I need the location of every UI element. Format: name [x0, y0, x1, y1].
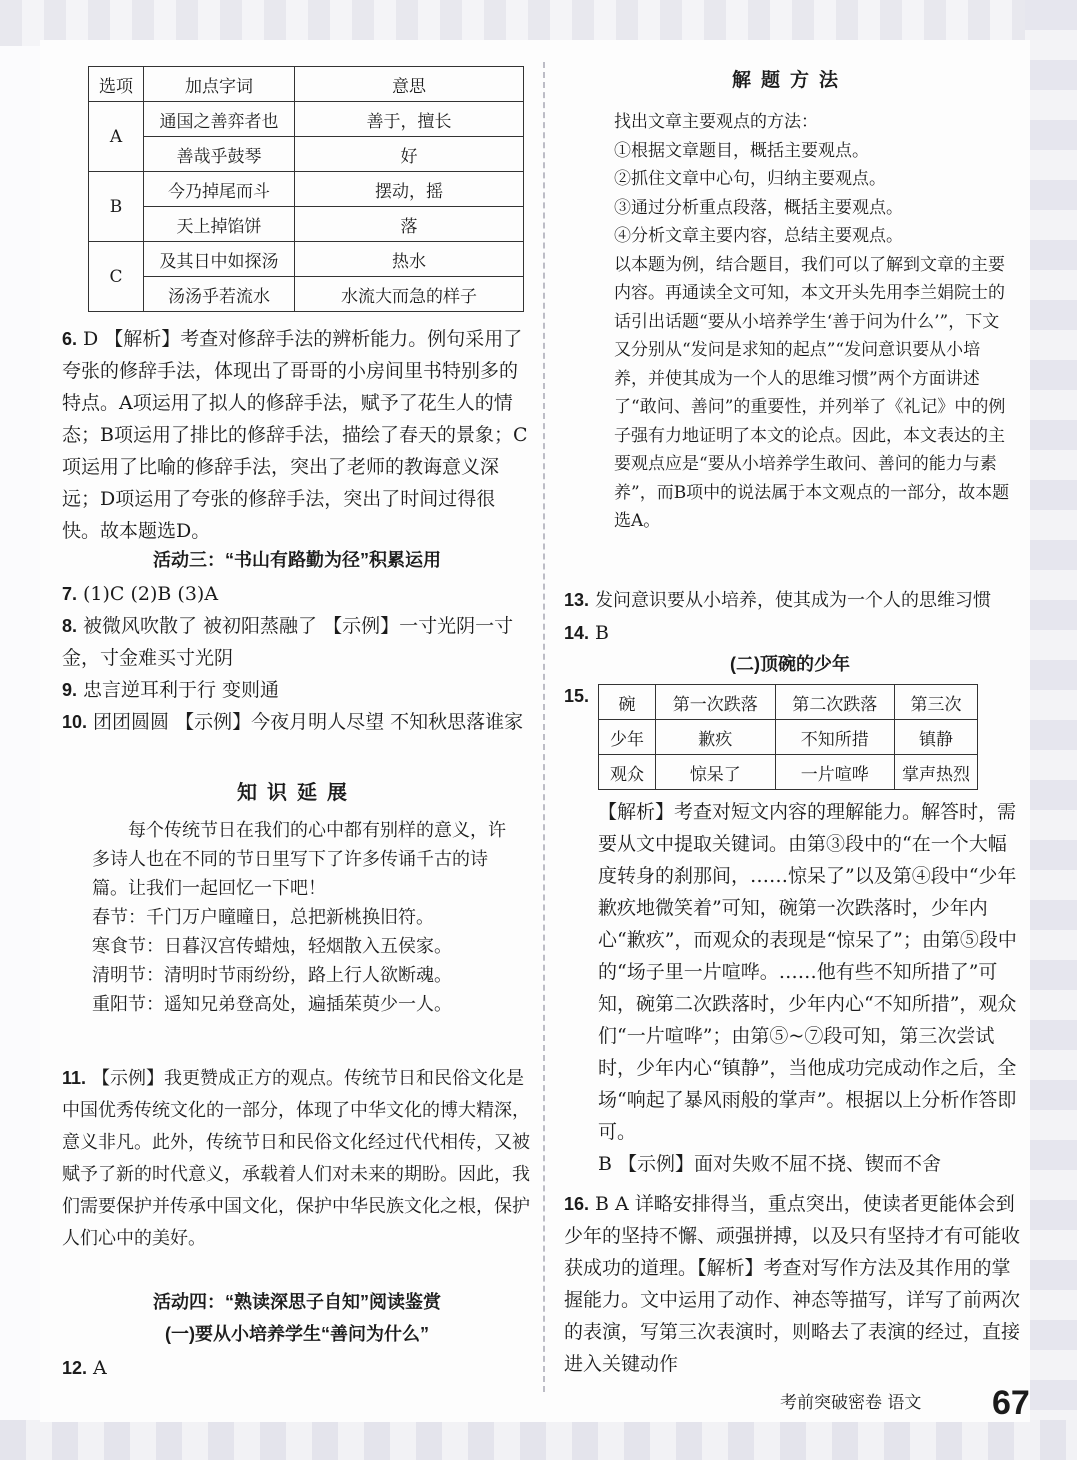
q12-text: A — [93, 1357, 107, 1379]
table-row — [89, 242, 524, 277]
q7-q10-block — [62, 578, 532, 738]
method-line: 找出文章主要观点的方法： — [614, 112, 818, 132]
table-row — [89, 102, 524, 137]
method-title: 解题方法 — [731, 69, 848, 91]
q8-text: 被微风吹散了 被初阳蒸融了 【示例】一寸光阴一寸金，寸金难买寸光阴 — [62, 615, 514, 669]
table-cell: 镇静 — [895, 720, 978, 755]
word-cell: 通国之善弈者也 — [144, 102, 295, 137]
table-row — [89, 207, 524, 242]
table-header: 第三次 — [895, 685, 978, 720]
footer-text: 考前突破密卷 语文 — [780, 1393, 922, 1413]
word-cell: 汤汤乎若流水 — [144, 277, 295, 312]
q7-text: (1)C (2)B (3)A — [83, 583, 219, 605]
word-cell: 及其日中如探汤 — [144, 242, 295, 277]
table-row — [89, 172, 524, 207]
table-header: 意思 — [295, 67, 524, 102]
table-cell: 一片喧哗 — [775, 755, 895, 790]
q15-part-b: B 【示例】面对失败不屈不挠、锲而不舍 — [598, 1153, 942, 1175]
bowl-reaction-table — [598, 684, 978, 790]
meaning-cell: 摆动，摇 — [295, 172, 524, 207]
q13-text: 发问意识要从小培养，使其成为一个人的思维习惯 — [595, 590, 992, 611]
table-row — [89, 277, 524, 312]
table-header: 第二次跌落 — [775, 685, 895, 720]
meaning-cell: 善于，擅长 — [295, 102, 524, 137]
extension-box — [92, 816, 522, 1019]
question-number: 15. — [564, 686, 590, 706]
q13-answer — [564, 584, 1026, 617]
table-row — [89, 137, 524, 172]
q6-block — [62, 323, 532, 547]
method-box — [614, 108, 1010, 536]
q6-answer — [62, 323, 532, 547]
method-line: ②抓住文章中心句，归纳主要观点。 — [614, 169, 886, 189]
word-cell: 善哉乎鼓琴 — [144, 137, 295, 172]
festival-line: 寒食节：日暮汉宫传蜡烛，轻烟散入五侯家。 — [92, 936, 452, 957]
table-row — [599, 720, 978, 755]
option-cell: B — [89, 172, 144, 242]
question-number: 8. — [62, 616, 78, 636]
q10-answer — [62, 706, 532, 738]
q16-block — [564, 1188, 1024, 1380]
q15-analysis: 【解析】考查对短文内容的理解能力。解答时，需要从文中提取关键词。由第③段中的“在一个大幅度转身的刹那间，……惊呆了”以及第④段中“少年歉疚地微笑着”可知，碗第一次跌落时，少年内心“歉疚”，而观众的表现是“惊呆了”；由第⑤段中的“场子里一片喧哗。……他有些不知所措了”可知，碗第二次跌落时，少年内心“不知所措”，观众们“一片喧哗”；由第⑤~⑦段可知，第三次尝试时，少年内心“镇静”，当他成功完成动作之后，全场“响起了暴风雨般的掌声”。根据以上分析作答即可。 — [598, 801, 1017, 1143]
q8-answer — [62, 610, 532, 674]
method-line: ①根据文章题目，概括主要观点。 — [614, 140, 869, 161]
festival-line: 重阳节：遥知兄弟登高处，遍插茱萸少一人。 — [92, 994, 452, 1015]
question-number: 12. — [62, 1358, 88, 1378]
reading1-heading: (一)要从小培养学生“善问为什么” — [165, 1324, 429, 1344]
table-header: 碗 — [599, 685, 656, 720]
method-line: ④分析文章主要内容，总结主要观点。 — [614, 226, 903, 246]
word-cell: 今乃掉尾而斗 — [144, 172, 295, 207]
table-header-row — [599, 685, 978, 720]
question-number: 16. — [564, 1194, 590, 1214]
question-number: 9. — [62, 680, 78, 700]
row-label-cell: 少年 — [599, 720, 656, 755]
column-divider — [543, 62, 545, 1392]
q14-text: B — [595, 622, 609, 644]
q12-answer — [62, 1352, 107, 1384]
page-number: 67 — [992, 1384, 1030, 1422]
word-cell: 天上掉馅饼 — [144, 207, 295, 242]
meaning-cell: 水流大而急的样子 — [295, 277, 524, 312]
q11-text: 【示例】我更赞成正方的观点。传统节日和民俗文化是中国优秀传统文化的一部分，体现了中华文化的博大精深，意义非凡。此外，传统节日和民俗文化经过代代相传，又被赋予了新的时代意义，承载着人们对未来的期盼。因此，我们需要保护并传承中国文化，保护中华民族文化之根，保护人们心中的美好。 — [62, 1068, 530, 1249]
extension-title: 知识延展 — [237, 780, 357, 804]
meaning-cell: 好 — [295, 137, 524, 172]
method-paragraph: 以本题为例，结合题目，我们可以了解到文章的主要内容。再通读全文可知，本文开头先用李兰娟院士的话引出话题“要从小培养学生‘善于问为什么’”，下文又分别从“发问是求知的起点”“发问意识要从小培养，并使其成为一个人的思维习惯”两个方面讲述了“敢问、善问”的重要性，并列举了《礼记》中的例子强有力地证明了本文的论点。因此，本文表达的主要观点应是“要从小培养学生敢问、善问的能力与素养”，而B项中的说法属于本文观点的一部分，故本题选A。 — [614, 254, 1010, 531]
q15-analysis-block — [598, 796, 1022, 1180]
table-cell: 不知所措 — [775, 720, 895, 755]
page-bottom-edge — [0, 1420, 1077, 1460]
q9-text: 忠言逆耳利于行 变则通 — [83, 679, 280, 701]
question-number: 11. — [62, 1068, 87, 1088]
meaning-cell: 落 — [295, 207, 524, 242]
q13-q14-block — [564, 584, 1026, 649]
meaning-cell: 热水 — [295, 242, 524, 277]
q14-answer — [564, 617, 1026, 649]
activity3-heading: 活动三：“书山有路勤为径”积累运用 — [153, 550, 441, 570]
reading2-heading: (二)顶碗的少年 — [730, 654, 850, 674]
q6-text: D 【解析】考查对修辞手法的辨析能力。例句采用了夸张的修辞手法，体现出了哥哥的小房间里书特别多的特点。A项运用了拟人的修辞手法，赋予了花生人的情态；B项运用了排比的修辞手法，描绘了春天的景象；C项运用了比喻的修辞手法，突出了老师的教诲意义深远；D项运用了夸张的修辞手法，突出了时间过得很快。故本题选D。 — [62, 328, 528, 542]
q10-text: 团团圆圆 【示例】今夜月明人尽望 不知秋思落谁家 — [93, 711, 524, 733]
q11-answer — [62, 1062, 532, 1255]
table-header: 加点字词 — [144, 67, 295, 102]
table-cell: 歉疚 — [656, 720, 776, 755]
festival-line: 清明节：清明时节雨纷纷，路上行人欲断魂。 — [92, 965, 452, 986]
table-row — [599, 755, 978, 790]
table-cell: 掌声热烈 — [895, 755, 978, 790]
word-meaning-table — [88, 66, 524, 312]
q16-answer — [564, 1188, 1024, 1380]
question-number: 14. — [564, 623, 590, 643]
extension-intro: 每个传统节日在我们的心中都有别样的意义，许多诗人也在不同的节日里写下了许多传诵千古的诗篇。让我们一起回忆一下吧！ — [92, 820, 506, 899]
question-number: 7. — [62, 584, 78, 604]
table-cell: 惊呆了 — [656, 755, 776, 790]
festival-line: 春节：千门万户曈曈日，总把新桃换旧符。 — [92, 907, 434, 928]
table-header: 第一次跌落 — [656, 685, 776, 720]
activity4-heading: 活动四：“熟读深思子自知”阅读鉴赏 — [153, 1292, 441, 1312]
question-number: 13. — [564, 590, 590, 610]
q7-answer — [62, 578, 532, 610]
question-number: 6. — [62, 329, 78, 349]
row-label-cell: 观众 — [599, 755, 656, 790]
q16-text: B A 详略安排得当，重点突出，使读者更能体会到少年的坚持不懈、顽强拼搏，以及只有坚持才有可能收获成功的道理。【解析】考查对写作方法及其作用的掌握能力。文中运用了动作、神态等描写，详写了前两次的表演，写第三次表演时，则略去了表演的经过，直接进入关键动作 — [564, 1193, 1021, 1375]
table-header-row — [89, 67, 524, 102]
option-cell: A — [89, 102, 144, 172]
answer-sheet — [40, 40, 1030, 1422]
table-header: 选项 — [89, 67, 144, 102]
method-line: ③通过分析重点段落，概括主要观点。 — [614, 197, 903, 218]
option-cell: C — [89, 242, 144, 312]
page-right-edge — [1025, 0, 1077, 1460]
q11-block — [62, 1062, 532, 1255]
question-number: 10. — [62, 712, 88, 732]
q9-answer — [62, 674, 532, 706]
